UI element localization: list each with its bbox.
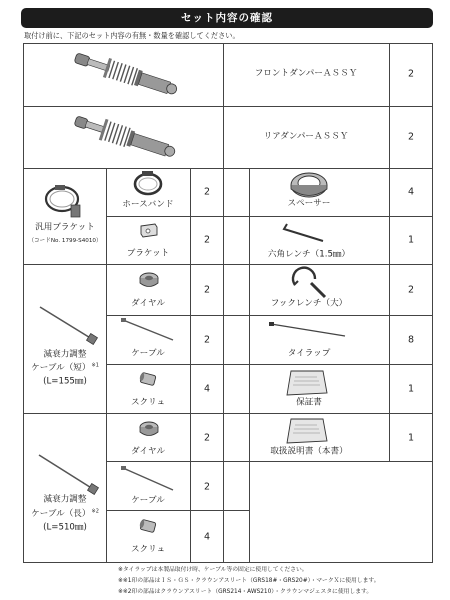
footnotes (118, 565, 380, 598)
long-cable-length: (L=510㎜) (43, 522, 87, 533)
tie-wrap-label: タイラップ (287, 348, 331, 359)
long-cable-label-2: ケーブル（長）$^{※2}$ (31, 508, 99, 520)
row-divider (106, 364, 433, 365)
bracket-icon (140, 223, 158, 239)
row-divider (106, 315, 433, 316)
hose-band-icon (133, 171, 163, 197)
short-cable-length: (L=155㎜) (43, 376, 87, 387)
parts-table (23, 43, 433, 563)
dial-label: ダイヤル (130, 446, 166, 457)
manual-qty: 1 (407, 432, 415, 444)
rear-damper-label: リアダンパーＡＳＳＹ (263, 131, 349, 142)
rear-damper-qty: 2 (407, 131, 415, 143)
screw-label: スクリュ (130, 397, 166, 408)
col-divider (190, 168, 191, 562)
cable-icon (121, 318, 177, 344)
cable-label: ケーブル (131, 348, 165, 359)
tie-wrap-icon (269, 322, 349, 340)
hex-wrench-icon (281, 220, 331, 246)
col-divider (106, 168, 107, 562)
section-title: セット内容の確認 (21, 8, 433, 28)
rear-damper-icon (71, 112, 181, 162)
spacer-qty: 4 (407, 186, 415, 198)
hose-band-label: ホースバンド (122, 199, 174, 210)
manual-icon (285, 417, 329, 445)
short-cable-label-1: 減衰力調整 (43, 349, 87, 360)
footnote: ※タイラップは本製品取付け時、ケーブル等の固定に使用してください。 (118, 567, 308, 573)
long-cable-icon (37, 453, 101, 497)
manual-label: 取扱説明書（本書） (270, 446, 348, 457)
row-divider (23, 106, 433, 107)
table-border-top (23, 43, 433, 44)
footnote: ※※1印の部品はＩＳ・ＧＳ・クラウンアスリート（GRS18#・GRS20#）・マークＸに使用します。 (118, 578, 380, 584)
hose-band-qty: 2 (203, 186, 211, 198)
screw-icon (138, 517, 158, 535)
long-cable-label-1: 減衰力調整 (43, 494, 87, 505)
table-border-right (432, 43, 433, 563)
cable-label: ケーブル (131, 495, 165, 506)
table-border-bottom (23, 562, 433, 563)
hook-wrench-icon (291, 269, 327, 299)
hex-wrench-qty: 1 (407, 234, 415, 246)
dial-icon (138, 419, 160, 441)
screw-qty: 4 (203, 383, 211, 395)
dial-label: ダイヤル (130, 298, 166, 309)
row-divider (106, 216, 433, 217)
col-divider (249, 168, 250, 562)
universal-bracket-icon (43, 183, 83, 219)
cable-icon (121, 466, 177, 494)
screw-icon (138, 370, 158, 388)
cable-qty: 2 (203, 334, 211, 346)
dial-qty: 2 (203, 432, 211, 444)
universal-bracket-code: （コードNo. 1799-S4010） (28, 238, 102, 245)
row-divider (106, 510, 250, 511)
front-damper-icon (71, 49, 181, 99)
hook-wrench-qty: 2 (407, 284, 415, 296)
footnote: ※※2印の部品はクラウンアスリート（GRS214・AWS210）・クラウンマジェスタに使用します。 (118, 589, 373, 595)
spacer-label: スペーサー (287, 198, 331, 209)
hex-wrench-label: 六角レンチ（1.5㎜） (267, 249, 351, 260)
dial-qty: 2 (203, 284, 211, 296)
hook-wrench-label: フックレンチ（大） (270, 298, 348, 309)
universal-bracket-label: 汎用ブラケット (35, 222, 95, 233)
cable-qty: 2 (203, 481, 211, 493)
row-divider (23, 264, 433, 265)
intro-text: 取付け前に、下記のセット内容の有無・数量を確認してください。 (24, 31, 240, 40)
spacer-icon (289, 170, 329, 200)
front-damper-label: フロントダンパーＡＳＳＹ (254, 68, 358, 79)
row-divider (23, 168, 433, 169)
screw-label: スクリュ (130, 544, 166, 555)
col-divider (223, 43, 224, 562)
table-border-left (23, 43, 24, 563)
front-damper-qty: 2 (407, 68, 415, 80)
short-cable-icon (38, 305, 98, 345)
warranty-qty: 1 (407, 383, 415, 395)
screw-qty: 4 (203, 531, 211, 543)
warranty-icon (285, 369, 329, 397)
warranty-label: 保証書 (296, 397, 322, 408)
col-divider (389, 43, 390, 461)
bracket-label: ブラケット (126, 248, 170, 259)
bracket-qty: 2 (203, 234, 211, 246)
row-divider (23, 413, 433, 414)
short-cable-label-2: ケーブル（短）$^{※1}$ (31, 362, 99, 374)
dial-icon (138, 270, 160, 292)
tie-wrap-qty: 8 (407, 334, 415, 346)
row-divider (106, 461, 433, 462)
